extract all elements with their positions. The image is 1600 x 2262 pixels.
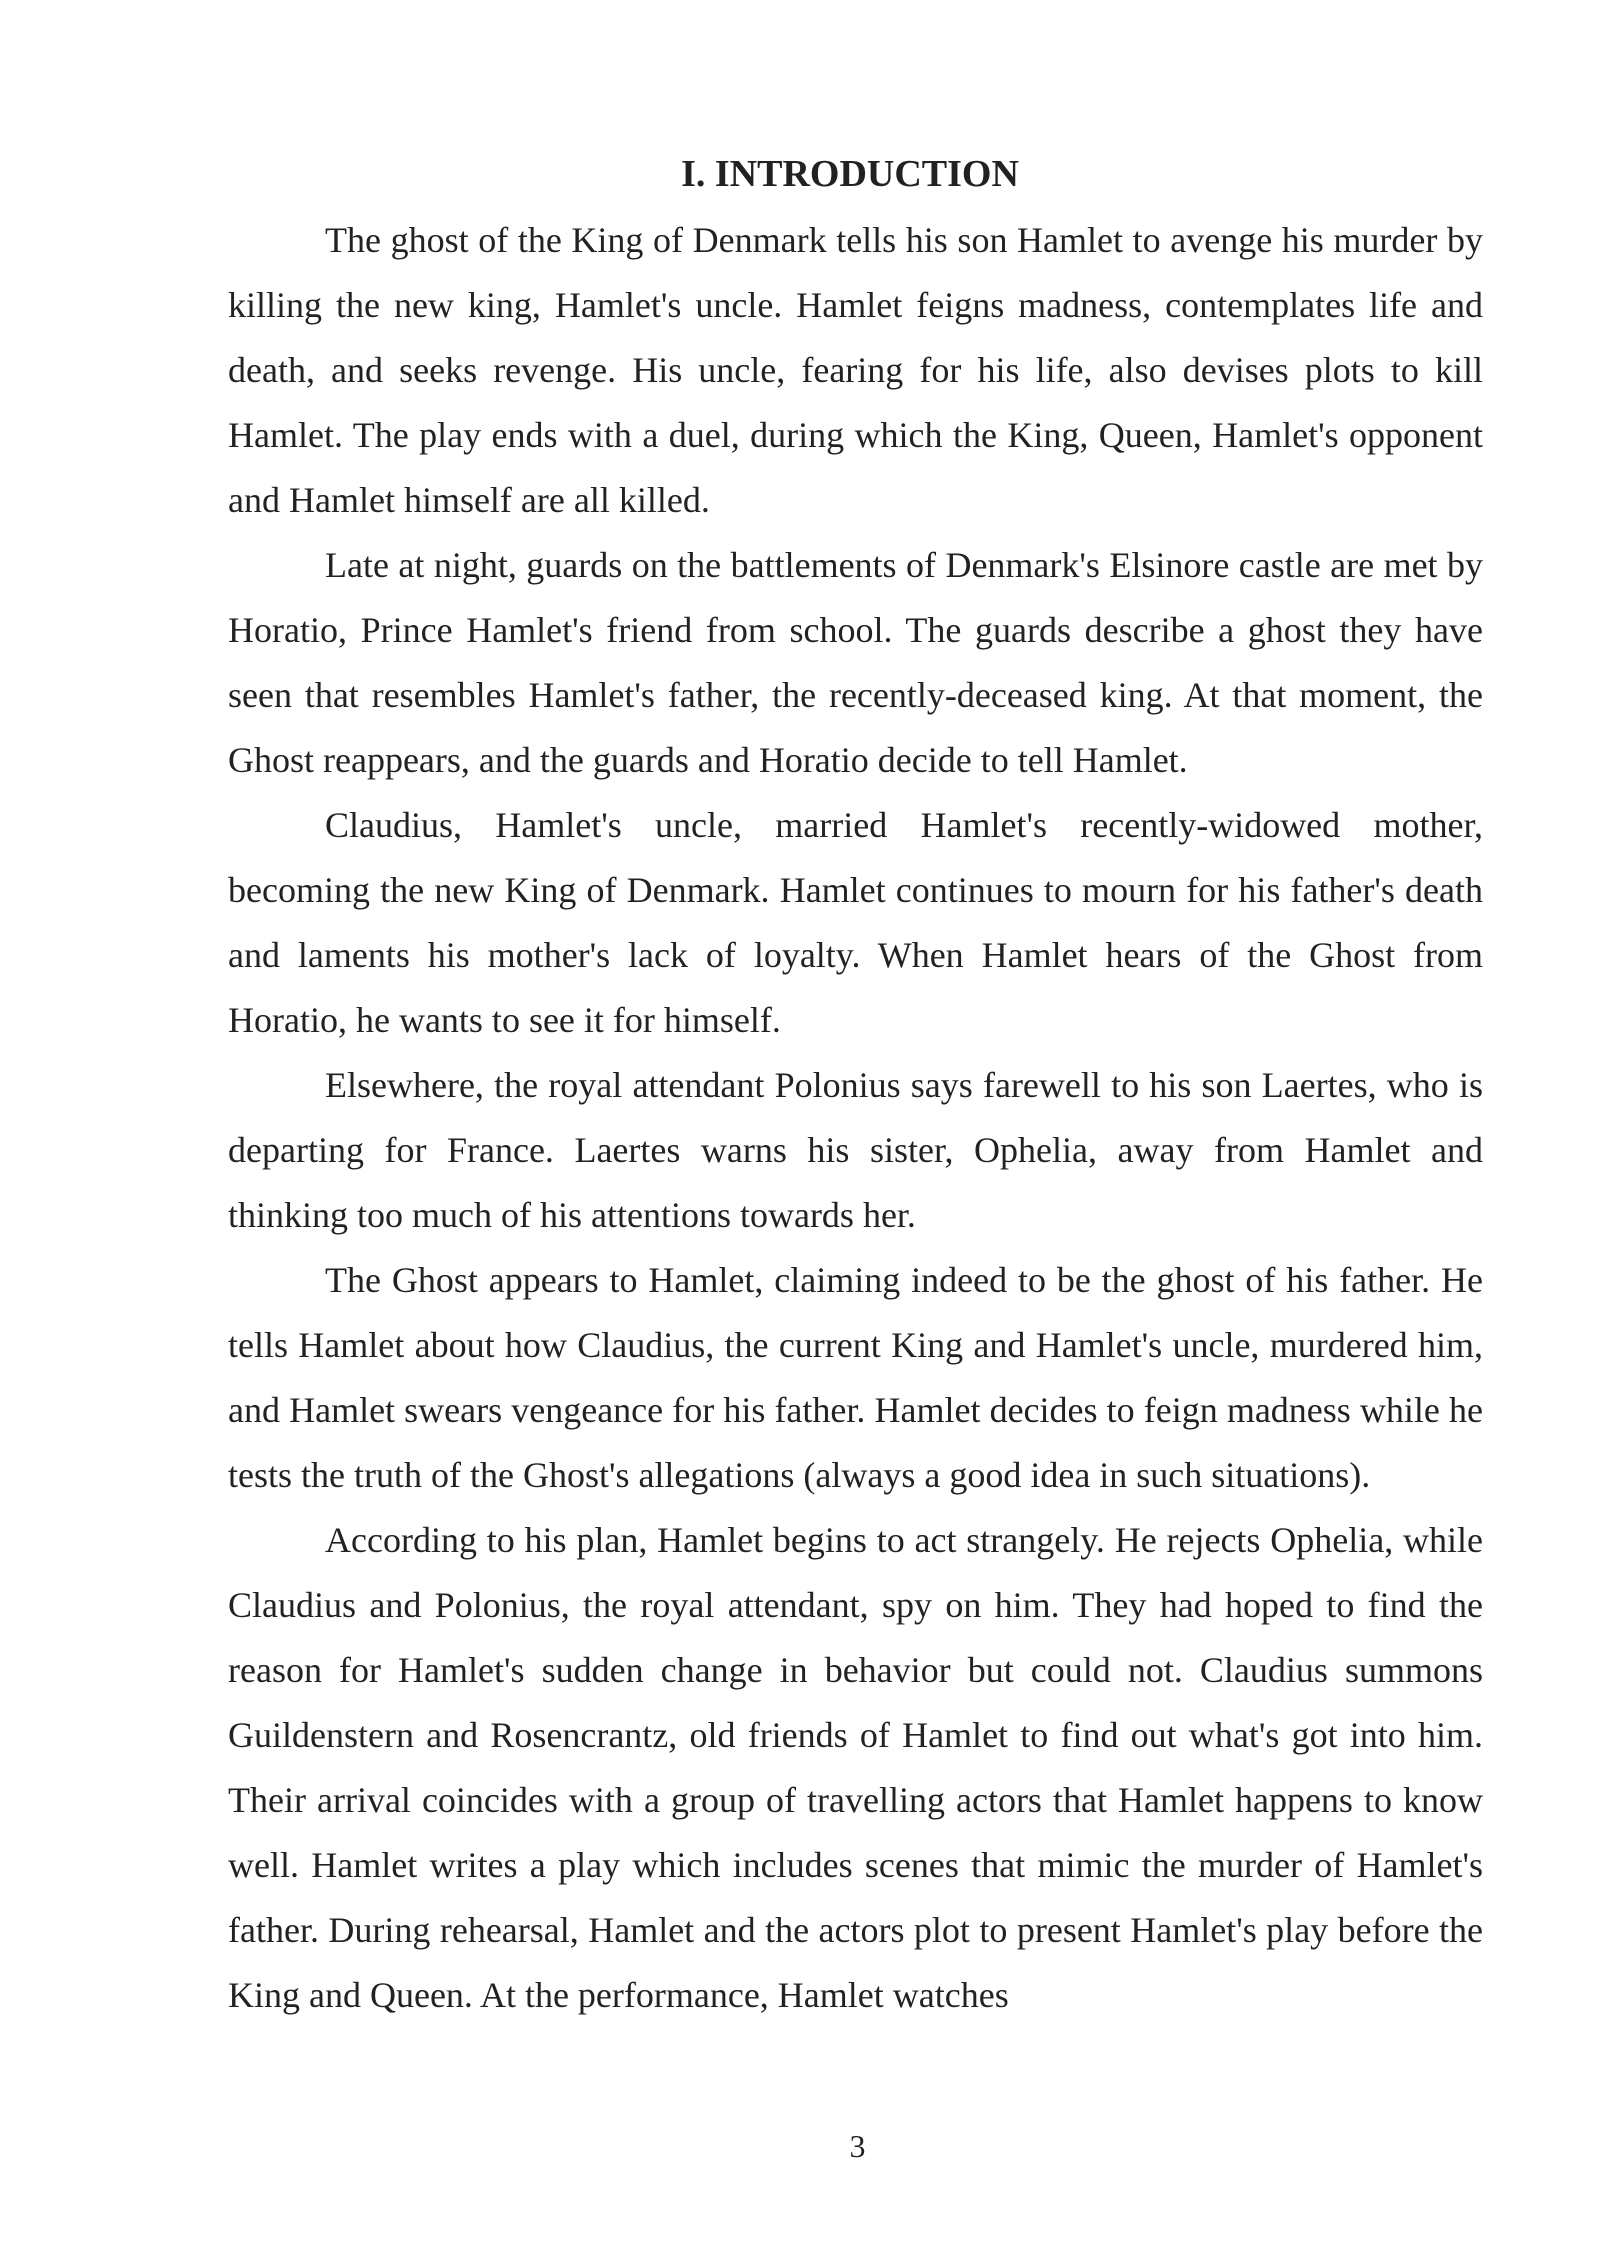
paragraph-1: The ghost of the King of Denmark tells his son Hamlet to avenge his murder by killing the new king, Hamlet's uncle. Hamlet feigns madness, contemplates life and death, and seeks revenge. His uncle, fearing for his life, also devises plots to kill Hamlet. The play ends with a duel, during which the King, Queen, Hamlet's opponent and Hamlet himself are all killed.	[228, 220, 1483, 520]
paragraph-2: Late at night, guards on the battlements of Denmark's Elsinore castle are met by Horatio, Prince Hamlet's friend from school. The guards describe a ghost they have seen that resembles Hamlet's father, the recently-deceased king. At that moment, the Ghost reappears, and the guards and Horatio decide to tell Hamlet.	[228, 545, 1483, 780]
paragraph-3: Claudius, Hamlet's uncle, married Hamlet's recently-widowed mother, becoming the new King of Denmark. Hamlet continues to mourn for his father's death and laments his mother's lack of loyalty. When Hamlet hears of the Ghost from Horatio, he wants to see it for himself.	[228, 805, 1483, 1040]
paragraph-4: Elsewhere, the royal attendant Polonius says farewell to his son Laertes, who is departing for France. Laertes warns his sister, Ophelia, away from Hamlet and thinking too much of his attentions towards her.	[228, 1065, 1483, 1235]
body-text	[228, 208, 1483, 2028]
page-number: 3	[849, 2128, 866, 2164]
paragraph-6: According to his plan, Hamlet begins to act strangely. He rejects Ophelia, while Claudius and Polonius, the royal attendant, spy on him. They had hoped to find the reason for Hamlet's sudden change in behavior but could not. Claudius summons Guildenstern and Rosencrantz, old friends of Hamlet to find out what's got into him. Their arrival coincides with a group of travelling actors that Hamlet happens to know well. Hamlet writes a play which includes scenes that mimic the murder of Hamlet's father. During rehearsal, Hamlet and the actors plot to present Hamlet's play before the King and Queen. At the performance, Hamlet watches	[228, 1520, 1483, 2015]
paragraph-5: The Ghost appears to Hamlet, claiming indeed to be the ghost of his father. He tells Hamlet about how Claudius, the current King and Hamlet's uncle, murdered him, and Hamlet swears vengeance for his father. Hamlet decides to feign madness while he tests the truth of the Ghost's allegations (always a good idea in such situations).	[228, 1260, 1483, 1495]
section-heading: I. INTRODUCTION	[681, 153, 1019, 195]
